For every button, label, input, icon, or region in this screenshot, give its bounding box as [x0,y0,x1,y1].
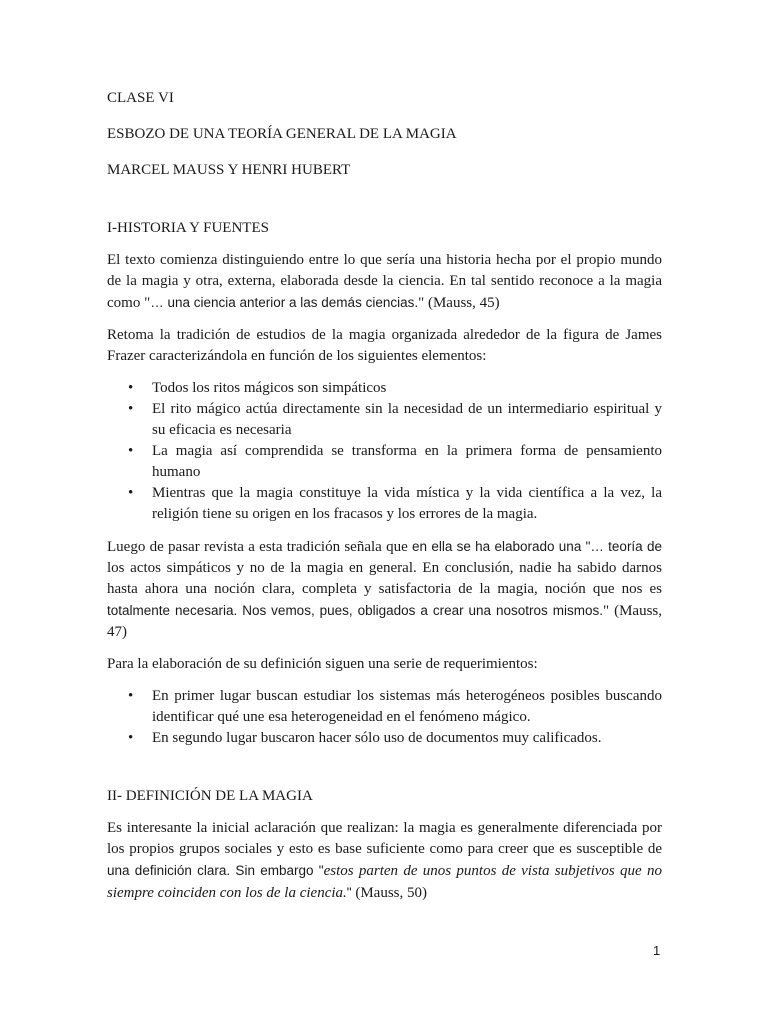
paragraph-tradicion-text-a: Luego de pasar revista a esta tradición señala que [107,539,413,555]
bullet-icon: • [128,380,134,396]
list-item [128,483,662,525]
list-item [128,378,662,399]
paragraph-definicion-quote: estos parten de unos puntos de vista subjetivos que no siempre coinciden con los de la ciencia. [107,863,662,901]
list-item [128,686,662,728]
paragraph-frazer: Retoma la tradición de estudios de la magia organizada alrededor de la figura de James Frazer caracterizándola en función de los siguientes elementos: [107,327,662,364]
bullet-icon: • [128,401,134,417]
page-number: 1 [653,943,661,958]
paragraph-intro [107,250,662,314]
document-page [107,88,662,904]
paragraph-tradicion [107,536,662,643]
paragraph-intro-cite: " (Mauss, 45) [418,295,500,311]
paragraph-definicion-quote-end: " [346,885,352,900]
list-item [128,441,662,483]
list-item-text: Todos los ritos mágicos son simpáticos [152,380,387,396]
paragraph-tradicion-quote-a: en ella se ha elaborado una "… teoría de [412,539,662,554]
frazer-elements-list [107,378,662,525]
paragraph-tradicion-quote-b: totalmente necesaria. Nos vemos, pues, obligados a crear una nosotros mismos. [107,603,603,618]
bullet-icon: • [128,688,134,704]
paragraph-definicion-text: Es interesante la inicial aclaración que realizan: la magia es generalmente diferenciada por los propios grupos sociales y esto es base suficiente como para creer que es susceptible de [107,820,662,857]
paragraph-intro-text: El texto comienza distinguiendo entre lo que sería una historia hecha por el propio mundo de la magia y otra, externa, elaborada desde la ciencia. En tal sentido reconoce a la magia como " [107,252,662,311]
document-title: ESBOZO DE UNA TEORÍA GENERAL DE LA MAGIA [107,126,457,142]
list-item-text: En primer lugar buscan estudiar los sistemas más heterogéneos posibles buscando identificar qué une esa heterogeneidad en el fenómeno mágico. [152,688,662,725]
list-item-text: Mientras que la magia constituye la vida mística y la vida científica a la vez, la religión tiene su origen en los fracasos y los errores de la magia. [152,485,662,522]
paragraph-definicion [107,818,662,904]
bullet-icon: • [128,485,134,501]
paragraph-definicion-sans: una definición clara. Sin embargo " [107,863,324,878]
list-item-text: En segundo lugar buscaron hacer sólo uso de documentos muy calificados. [152,730,602,746]
paragraph-tradicion-text-b: los actos simpáticos y no de la magia en general. En conclusión, nadie ha sabido darnos hasta ahora una noción clara, completa y satisfactoria de la magia, noción que nos es [107,560,662,597]
section-heading-historia: I-HISTORIA Y FUENTES [107,220,269,236]
paragraph-intro-quote: … una ciencia anterior a las demás ciencias. [150,295,419,310]
requirements-list [107,686,662,749]
paragraph-definicion-cite: (Mauss, 50) [351,885,428,901]
list-item-text: La magia así comprendida se transforma en la primera forma de pensamiento humano [152,443,662,480]
authors: MARCEL MAUSS Y HENRI HUBERT [107,162,351,178]
paragraph-tradicion-cite: " (Mauss, 47) [107,603,662,640]
list-item [128,728,662,749]
bullet-icon: • [128,443,134,459]
list-item-text: El rito mágico actúa directamente sin la necesidad de un intermediario espiritual y su eficacia es necesaria [152,401,662,438]
list-item [128,399,662,441]
bullet-icon: • [128,730,134,746]
class-label: CLASE VI [107,90,174,106]
paragraph-requerimientos: Para la elaboración de su definición siguen una serie de requerimientos: [107,656,538,672]
section-heading-definicion: II- DEFINICIÓN DE LA MAGIA [107,788,313,804]
